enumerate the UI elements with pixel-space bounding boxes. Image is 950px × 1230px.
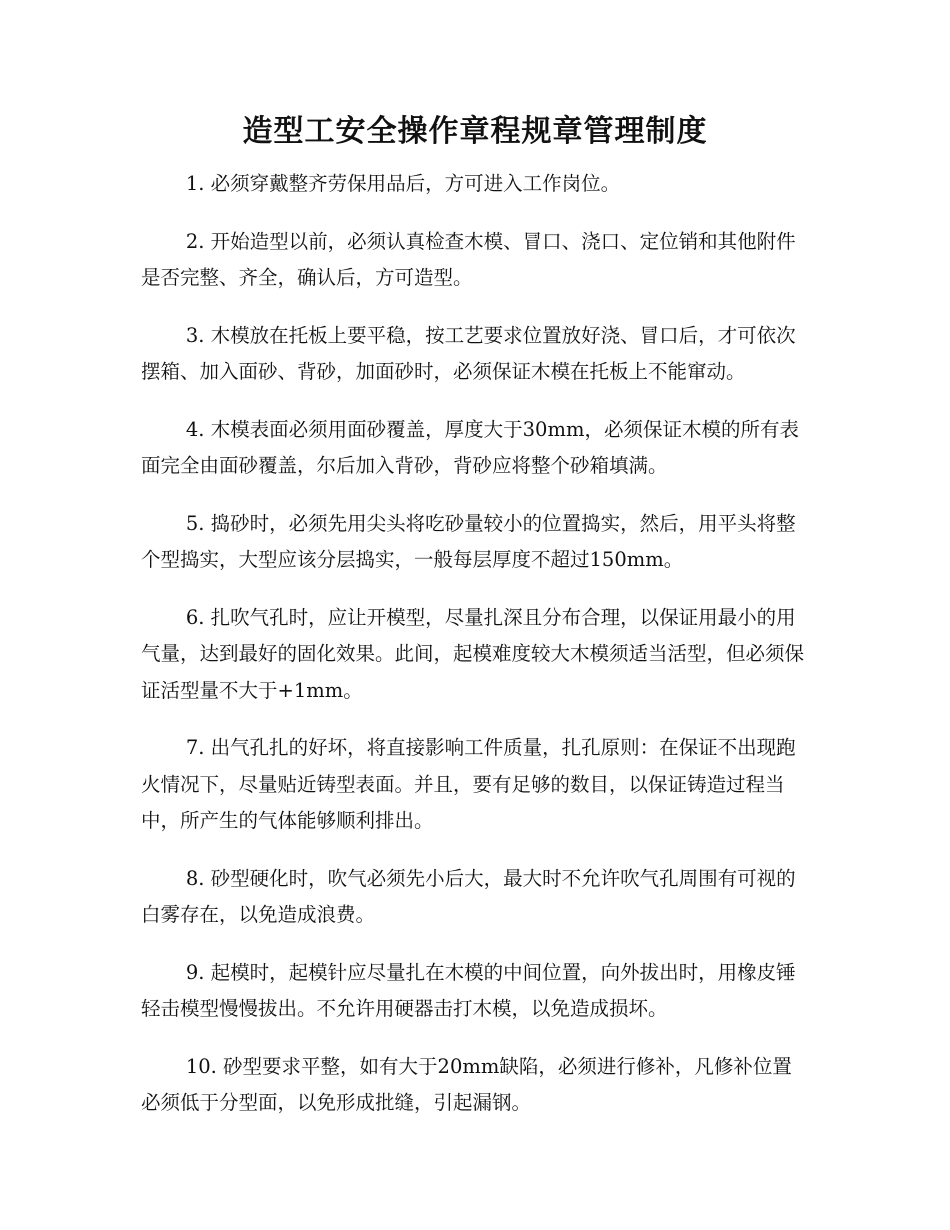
paragraph-1: 1. 必须穿戴整齐劳保用品后，方可进入工作岗位。 <box>185 172 621 195</box>
paragraph-6: 6. 扎吹气孔时，应让开模型，尽量扎深且分布合理，以保证用最小的用气量，达到最好的固化效果。此间，起模难度较大木模须适当活型，但必须保证活型量不大于+1mm。 <box>141 605 805 702</box>
paragraph-5: 5. 捣砂时，必须先用尖头将吃砂量较小的位置捣实，然后，用平头将整个型捣实，大型应该分层捣实，一般每层厚度不超过150mm。 <box>141 511 796 571</box>
paragraph-9: 9. 起模时，起模针应尽量扎在木模的中间位置，向外拔出时，用橡皮锤轻击模型慢慢拔出。不允许用硬器击打木模，以免造成损坏。 <box>141 960 796 1020</box>
paragraph-4: 4. 木模表面必须用面砂覆盖，厚度大于30mm，必须保证木模的所有表面完全由面砂覆盖，尔后加入背砂，背砂应将整个砂箱填满。 <box>141 417 799 477</box>
document-title: 造型工安全操作章程规章管理制度 <box>242 114 708 149</box>
paragraph-8: 8. 砂型硬化时，吹气必须先小后大，最大时不允许吹气孔周围有可视的白雾存在，以免造成浪费。 <box>141 866 796 926</box>
paragraph-10: 10. 砂型要求平整，如有大于20mm缺陷，必须进行修补，凡修补位置必须低于分型面，以免形成批缝，引起漏钢。 <box>141 1054 792 1114</box>
paragraph-3: 3. 木模放在托板上要平稳，按工艺要求位置放好浇、冒口后，才可依次摆箱、加入面砂、背砂，加面砂时，必须保证木模在托板上不能窜动。 <box>141 323 796 383</box>
document-body <box>141 166 811 1143</box>
paragraph-7: 7. 出气孔扎的好坏，将直接影响工件质量，扎孔原则：在保证不出现跑火情况下，尽量贴近铸型表面。并且，要有足够的数目，以保证铸造过程当中，所产生的气体能够顺利排出。 <box>141 736 796 832</box>
paragraph-2: 2. 开始造型以前，必须认真检查木模、冒口、浇口、定位销和其他附件是否完整、齐全，确认后，方可造型。 <box>141 229 796 289</box>
